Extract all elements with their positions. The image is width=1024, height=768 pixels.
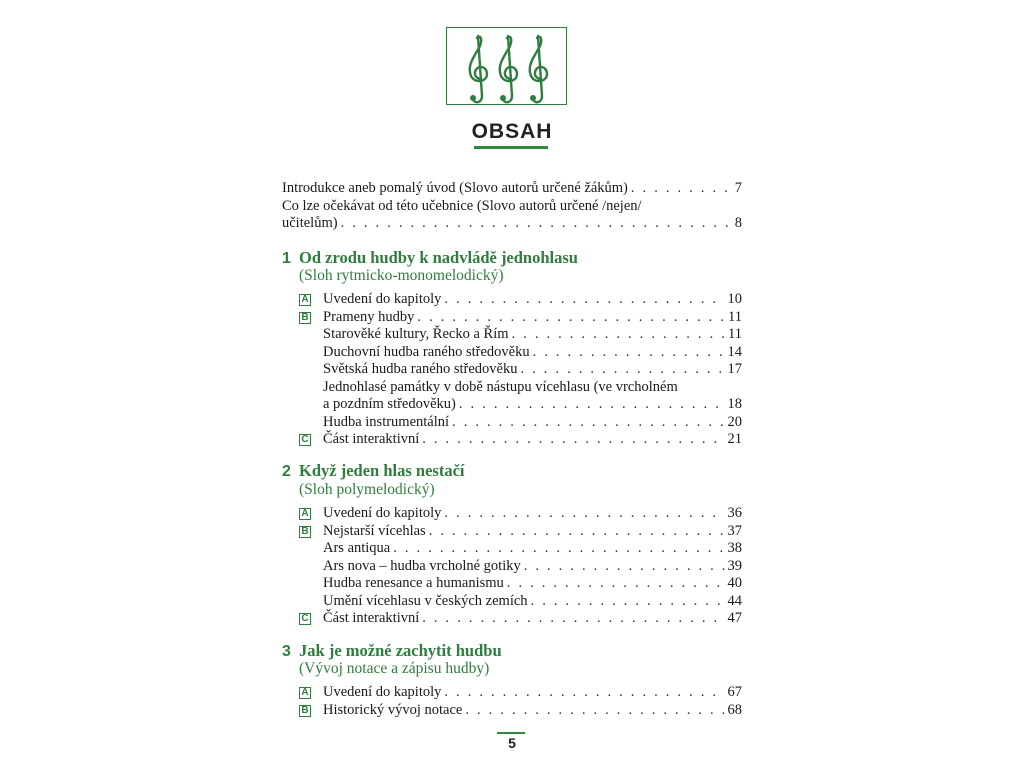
chapter-number: 2 — [282, 463, 291, 480]
section-badge-b: B — [299, 526, 311, 538]
section-badge-a: A — [299, 687, 311, 699]
toc-entry-text: Hudba instrumentální — [323, 413, 450, 430]
leader-dots — [533, 344, 725, 362]
toc-entry-page: 21 — [727, 431, 742, 447]
toc-entry-page: 7 — [734, 180, 742, 196]
leader-dots — [531, 593, 725, 611]
toc-entry-text: Jednohlasé památky v době nástupu vícehlasu (ve vrcholném — [323, 378, 678, 395]
toc-entry-text: Ars nova – hudba vrcholné gotiky — [323, 557, 521, 574]
toc-entry[interactable] — [299, 610, 742, 628]
toc-entry-page: 67 — [727, 684, 742, 700]
toc-entry-page: 8 — [734, 215, 742, 231]
toc-entry[interactable] — [299, 309, 742, 327]
toc-entry-page: 68 — [727, 701, 742, 718]
toc-entry-page: 11 — [728, 326, 742, 342]
toc-entry[interactable] — [282, 180, 742, 198]
chapter-sections — [299, 291, 742, 449]
section-badge-c: C — [299, 613, 311, 625]
treble-clef-logo — [447, 28, 568, 106]
chapter-number: 1 — [282, 250, 291, 267]
leader-dots — [393, 540, 724, 558]
toc-entry-text: Introdukce aneb pomalý úvod (Slovo autorů určené žákům) — [282, 180, 628, 196]
toc-entry-page: 10 — [727, 291, 742, 307]
toc-entry-text: a pozdním středověku) — [323, 396, 456, 412]
toc-entry-text: Světská hudba raného středověku — [323, 361, 518, 377]
leader-dots — [524, 558, 725, 576]
toc-entry-text: Co lze očekávat od této učebnice (Slovo autorů určené /nejen/ — [282, 197, 642, 214]
toc-entry[interactable] — [299, 523, 742, 541]
toc-entry[interactable] — [299, 431, 742, 449]
chapter-sections — [299, 505, 742, 628]
leader-dots — [444, 291, 724, 309]
leader-dots — [417, 309, 725, 327]
toc-entry-page: 18 — [727, 396, 742, 412]
toc-entry[interactable] — [299, 361, 742, 379]
toc-entry-page: 40 — [727, 575, 742, 591]
toc-entry-page: 11 — [728, 308, 742, 325]
leader-dots — [465, 702, 724, 720]
toc-entry[interactable] — [299, 702, 742, 720]
toc-entry-text: Ars antiqua — [323, 540, 391, 556]
page-number: 5 — [508, 735, 516, 751]
toc-entry[interactable] — [299, 558, 742, 576]
toc-entry-text: Nejstarší vícehlas — [323, 522, 426, 539]
leader-dots — [507, 575, 725, 593]
toc-entry[interactable] — [299, 540, 742, 558]
toc-entry-text: Duchovní hudba raného středověku — [323, 343, 530, 360]
logo-box — [446, 27, 567, 105]
toc-entry[interactable] — [299, 593, 742, 611]
toc-entry[interactable] — [282, 198, 742, 216]
section-badge-c: C — [299, 434, 311, 446]
leader-dots — [521, 361, 725, 379]
leader-dots — [444, 505, 724, 523]
toc-entry-text: Část interaktivní — [323, 610, 420, 626]
section-badge-b: B — [299, 705, 311, 717]
chapter-subtitle: (Vývoj notace a zápisu hudby) — [299, 660, 490, 677]
toc-entry-text: Umění vícehlasu v českých zemích — [323, 592, 528, 609]
leader-dots — [452, 414, 724, 432]
toc-entry-page: 17 — [727, 361, 742, 377]
toc-entry-page: 36 — [727, 505, 742, 521]
toc-entry-page: 44 — [727, 592, 742, 609]
toc-entry[interactable] — [299, 684, 742, 702]
toc-entry[interactable] — [299, 575, 742, 593]
toc-entry[interactable] — [299, 505, 742, 523]
intro-list — [282, 180, 742, 233]
toc-entry-text: Uvedení do kapitoly — [323, 291, 442, 307]
toc-entry[interactable] — [299, 414, 742, 432]
page-title: OBSAH — [471, 120, 553, 143]
leader-dots — [631, 180, 732, 198]
chapter-title-text: Od zrodu hudby k nadvládě jednohlasu — [299, 248, 578, 267]
section-badge-a: A — [299, 508, 311, 520]
treble-clef-icon — [470, 36, 487, 102]
section-badge-a: A — [299, 294, 311, 306]
leader-dots — [429, 523, 725, 541]
chapter-subtitle: (Sloh rytmicko-monomelodický) — [299, 267, 504, 284]
toc-entry-page: 47 — [727, 610, 742, 626]
leader-dots — [459, 396, 725, 414]
toc-entry-page: 39 — [727, 557, 742, 574]
toc-entry-text: Část interaktivní — [323, 431, 420, 447]
leader-dots — [444, 684, 724, 702]
toc-entry[interactable] — [299, 379, 742, 397]
toc-entry-text: Hudba renesance a humanismu — [323, 575, 504, 591]
toc-entry-page: 37 — [727, 522, 742, 539]
chapter-title-text: Jak je možné zachytit hudbu — [299, 641, 502, 660]
leader-dots — [422, 610, 724, 628]
toc-entry[interactable] — [299, 291, 742, 309]
toc-entry-text: učitelům) — [282, 215, 338, 231]
chapter-number: 3 — [282, 643, 291, 660]
leader-dots — [422, 431, 724, 449]
toc-entry-page: 14 — [727, 343, 742, 360]
leader-dots — [512, 326, 726, 344]
chapter-subtitle: (Sloh polymelodický) — [299, 481, 435, 498]
toc-entry-text: Starověké kultury, Řecko a Řím — [323, 326, 509, 342]
chapter-title[interactable] — [282, 461, 465, 481]
section-badge-b: B — [299, 312, 311, 324]
treble-clef-icon — [530, 36, 547, 102]
toc-entry-page: 38 — [727, 540, 742, 556]
toc-entry-text: Uvedení do kapitoly — [323, 505, 442, 521]
title-underline — [474, 146, 548, 149]
chapter-title[interactable] — [282, 248, 578, 268]
toc-entry[interactable] — [299, 396, 742, 414]
chapter-title-text: Když jeden hlas nestačí — [299, 461, 465, 480]
chapter-sections — [299, 684, 742, 719]
toc-entry[interactable] — [299, 344, 742, 362]
toc-entry[interactable] — [299, 326, 742, 344]
treble-clef-icon — [500, 36, 517, 102]
toc-entry-text: Historický vývoj notace — [323, 701, 463, 718]
toc-entry-text: Uvedení do kapitoly — [323, 684, 442, 700]
toc-entry-text: Prameny hudby — [323, 308, 415, 325]
toc-entry[interactable] — [282, 215, 742, 233]
chapter-title[interactable] — [282, 641, 502, 661]
leader-dots — [341, 215, 732, 233]
toc-entry-page: 20 — [727, 413, 742, 430]
page-number-rule — [497, 732, 525, 734]
